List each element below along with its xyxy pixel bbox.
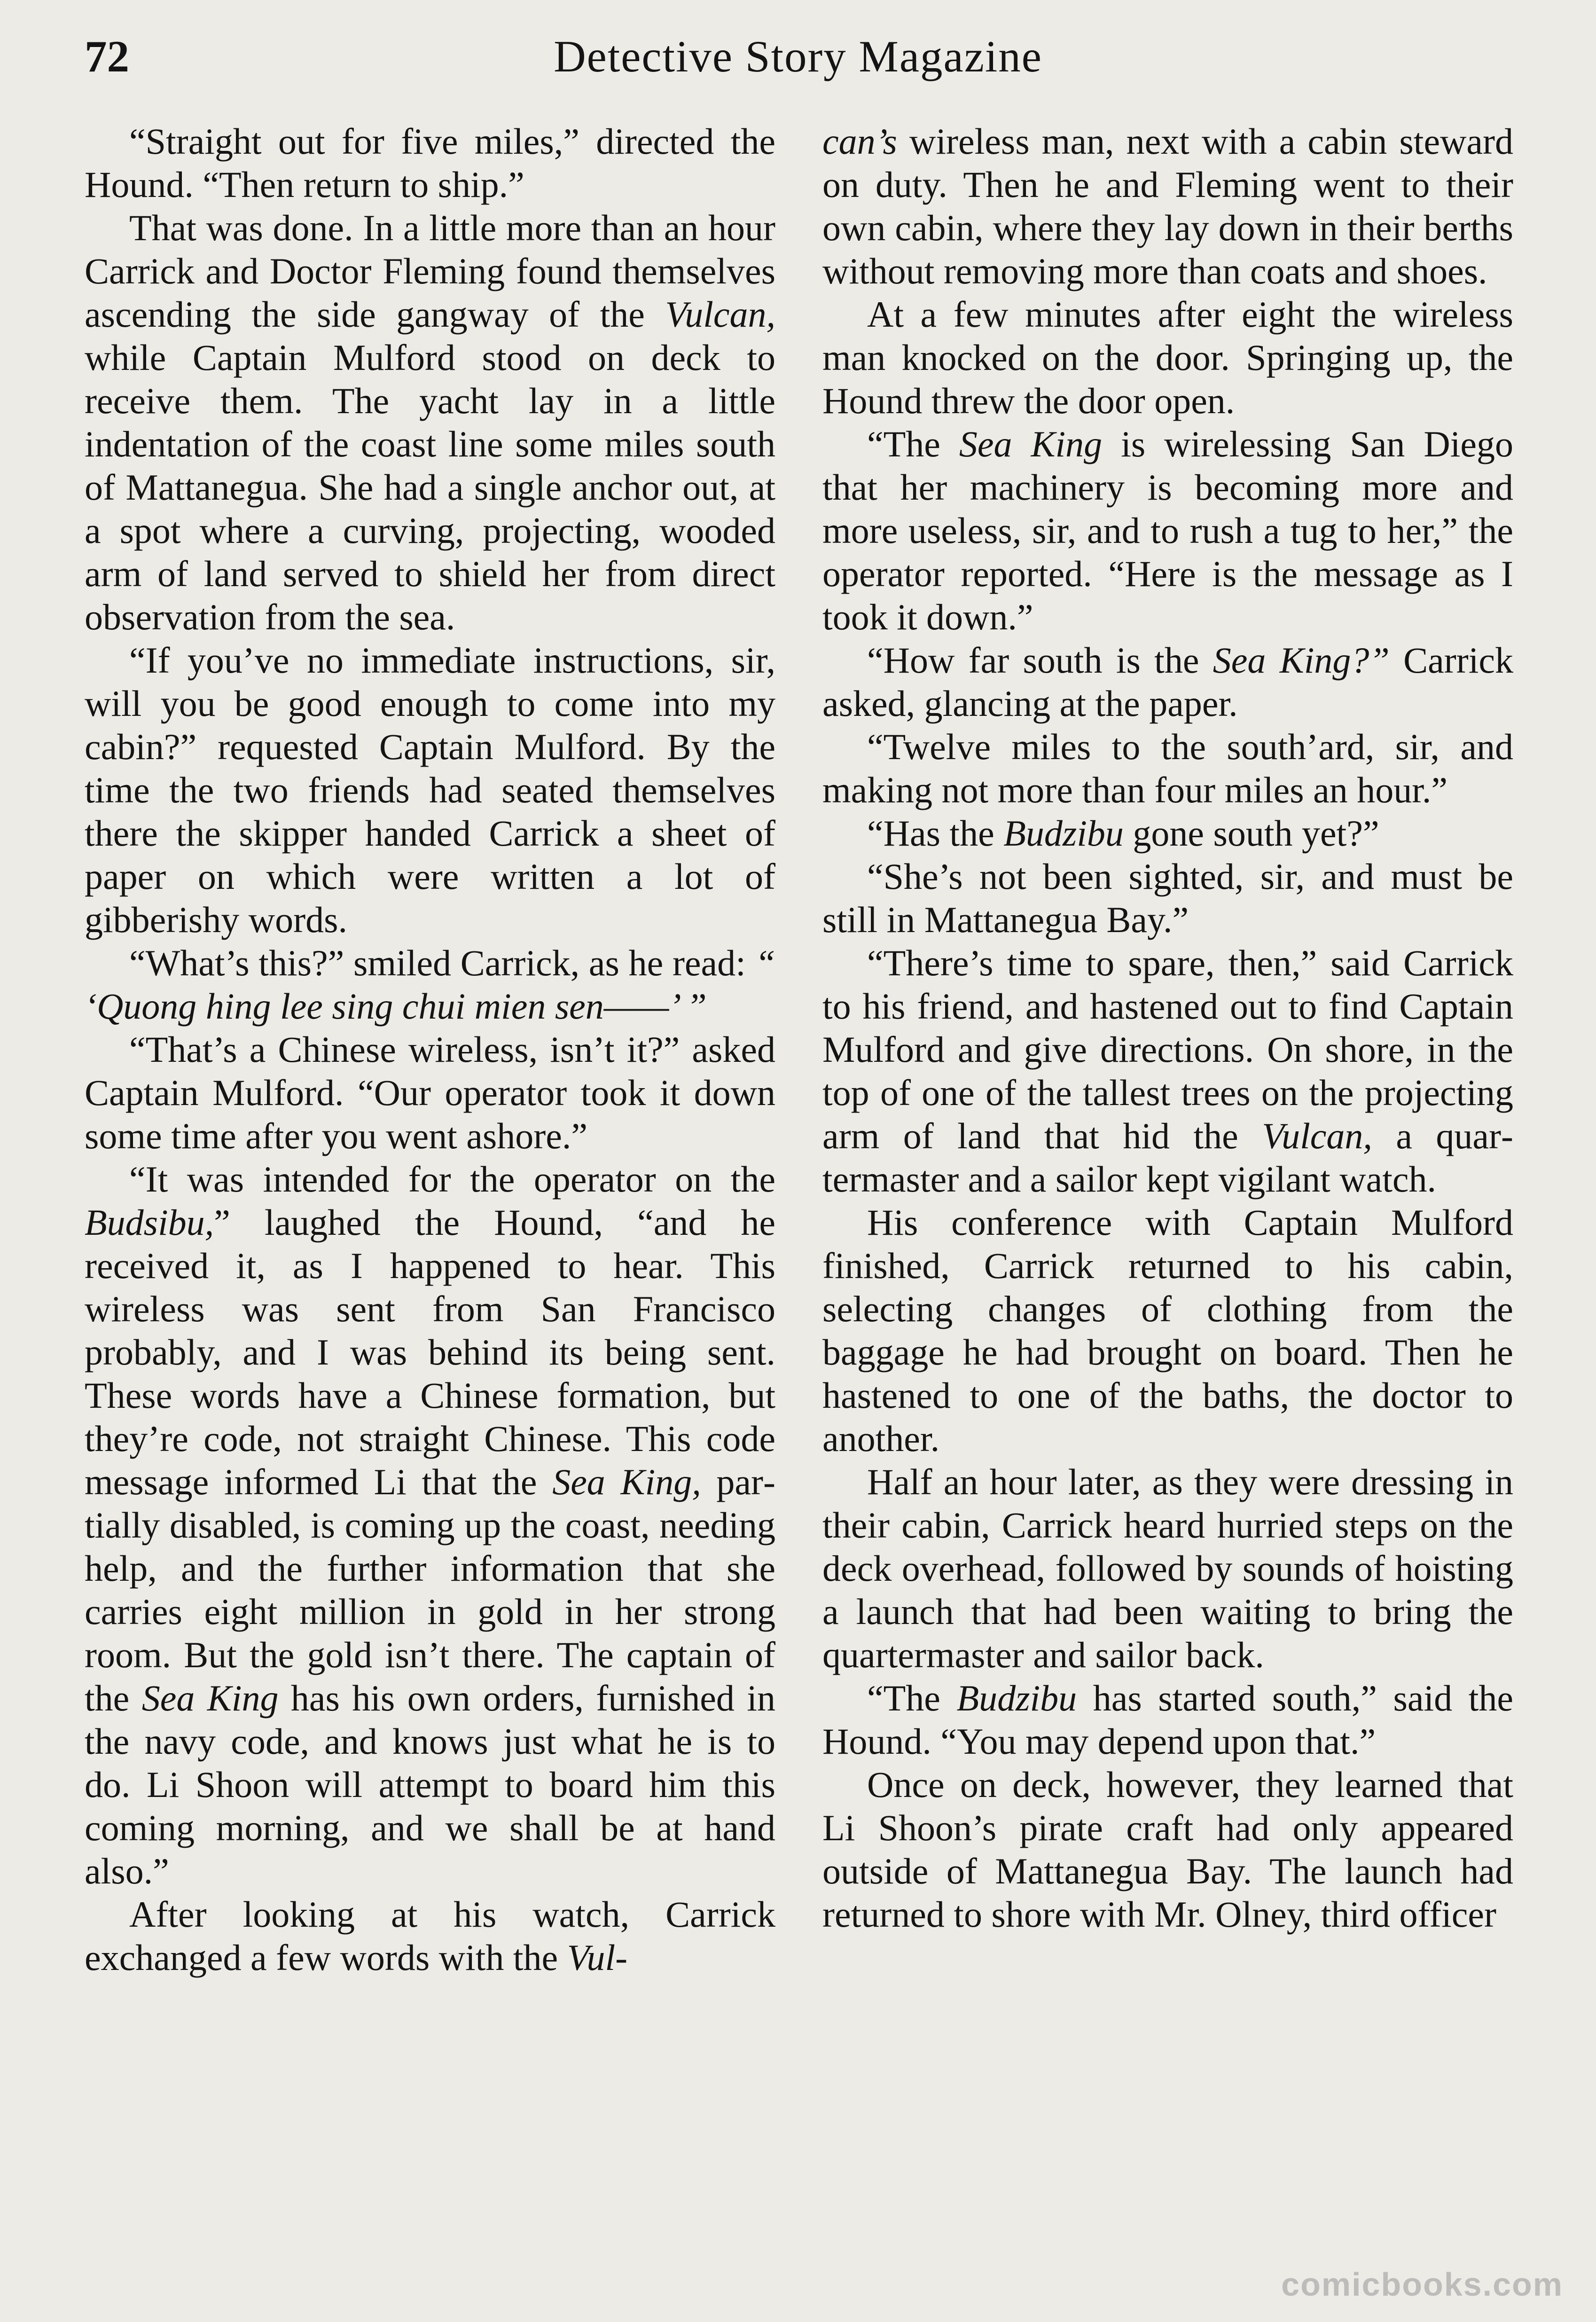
page-header	[0, 24, 1596, 99]
text-run: “How far south is the	[867, 640, 1213, 681]
text-run: is wirelessing San Diego that her machinery is becoming more and more useless, sir, and to rush a tug to her,” the operator reported. “Here is the message as I took it down.”	[822, 424, 1513, 637]
italic-text: Budzibu	[956, 1678, 1077, 1718]
text-run: “It was intended for the operator on the	[129, 1159, 775, 1200]
italic-text: Sea King?”	[1213, 640, 1390, 681]
text-run: “Has the	[867, 813, 1004, 854]
paragraph	[85, 206, 775, 639]
paragraph	[85, 639, 775, 941]
text-run: “Twelve miles to the south’ard, sir, and making not more than four miles an hour.”	[822, 726, 1513, 810]
paragraph	[85, 1893, 775, 1979]
paragraph	[822, 1460, 1513, 1677]
text-run: Half an hour later, as they were dressing in their cabin, Carrick heard hurried steps on the deck overhead, followed by sounds of hoisting a launch that had been waiting to bring the quartermaster and sailor back.	[822, 1461, 1513, 1675]
text-run: “Straight out for five miles,” directed the Hound. “Then return to ship.”	[85, 121, 775, 205]
text-run: After looking at his watch, Carrick exchanged a few words with the	[85, 1894, 775, 1978]
text-run: “If you’ve no immediate instructions, sir, will you be good enough to come into my cabin?” requested Captain Mulford. By the time the two friends had seated themselves there the skipper handed Carrick a sheet of paper on which were written a lot of gibberishy words.	[85, 640, 775, 940]
page-number: 72	[85, 31, 129, 81]
text-run: a quartermaster and a sailor kept vigilant watch.	[822, 1115, 1513, 1200]
text-run: “The	[867, 1678, 957, 1718]
text-run: has his own orders, furnished in the navy code, and knows just what he is to do. Li Shoon will attempt to board him this coming morning, and we shall be at hand also.”	[85, 1678, 775, 1891]
italic-text: Sea King	[141, 1678, 279, 1718]
paragraph	[822, 1763, 1513, 1936]
italic-text: Vulcan,	[665, 294, 775, 335]
italic-text: can’s	[822, 121, 897, 162]
text-run: gone south yet?”	[1123, 813, 1379, 854]
paragraph	[822, 423, 1513, 639]
text-run: “She’s not been sighted, sir, and must be still in Mattanegua Bay.”	[822, 856, 1513, 940]
text-run: Once on deck, however, they learned that Li Shoon’s pirate craft had only appeared outside of Mattanegua Bay. The launch had returned to shore with Mr. Olney, third officer	[822, 1764, 1513, 1935]
paragraph	[85, 1028, 775, 1158]
text-run: has started south,” said the Hound. “You may depend upon that.”	[822, 1678, 1513, 1762]
paragraph	[822, 293, 1513, 423]
italic-text: Vul-	[567, 1937, 628, 1978]
text-run: Carrick asked, glancing at the paper.	[822, 640, 1513, 724]
watermark: comicbooks.com	[1281, 2266, 1563, 2303]
text-run: partially disabled, is coming up the coast, needing help, and the further information that she carries eight million in gold in her strong room. But the gold isn’t there. The captain of the	[85, 1461, 775, 1718]
paragraph	[822, 1677, 1513, 1763]
italic-text: Sea King,	[552, 1461, 701, 1502]
right-column	[822, 120, 1513, 1936]
text-run: “That’s a Chinese wireless, isn’t it?” asked Captain Mulford. “Our operator took it down some time after you went ashore.”	[85, 1029, 775, 1156]
italic-text: Budzibu	[1003, 813, 1124, 854]
text-run: “The	[867, 424, 959, 464]
italic-text: Sea King	[959, 424, 1103, 464]
text-run: “There’s time to spare, then,” said Carrick to his friend, and hastened out to find Captain Mulford and give directions. On shore, in the top of one of the tallest trees on the projecting arm of land that hid the	[822, 942, 1513, 1156]
text-run: while Captain Mulford stood on deck to receive them. The yacht lay in a little indentation of the coast line some miles south of Mattanegua. She had a single anchor out, at a spot where a curving, projecting, wooded arm of land served to shield her from direct observation from the sea.	[85, 337, 775, 637]
left-column	[85, 120, 775, 1979]
paragraph	[85, 941, 775, 1028]
paragraph	[822, 855, 1513, 941]
text-run: ” laughed the Hound, “and he received it, as I happened to hear. This wireless was sent from San Francisco probably, and I was behind its being sent. These words have a Chinese formation, but they’re code, not straight Chinese. This code message informed Li that the	[85, 1202, 775, 1502]
paragraph	[822, 1201, 1513, 1460]
text-run: At a few minutes after eight the wireless man knocked on the door. Springing up, the Hound threw the door open.	[822, 294, 1513, 421]
paragraph	[85, 1158, 775, 1893]
paragraph	[822, 812, 1513, 855]
paragraph	[822, 941, 1513, 1201]
italic-text: “ ‘Quong hing lee sing chui mien sen——’ ”	[85, 942, 775, 1027]
paragraph	[85, 120, 775, 206]
text-run: His conference with Captain Mulford finished, Carrick returned to his cabin, selecting changes of clothing from the baggage he had brought on board. Then he hastened to one of the baths, the doctor to another.	[822, 1202, 1513, 1459]
paragraph	[822, 725, 1513, 812]
italic-text: Budsibu,	[85, 1202, 214, 1243]
text-run: “What’s this?” smiled Carrick, as he read:	[129, 942, 755, 983]
text-run: wireless man, next with a cabin steward on duty. Then he and Fleming went to their own cabin, where they lay down in their berths without removing more than coats and shoes.	[822, 121, 1513, 291]
paragraph	[822, 120, 1513, 293]
text-run: That was done. In a little more than an hour Carrick and Doctor Fleming found themselves ascending the side gangway of the	[85, 207, 775, 335]
paragraph	[822, 639, 1513, 725]
magazine-title: Detective Story Magazine	[554, 31, 1042, 81]
italic-text: Vulcan,	[1262, 1115, 1372, 1156]
